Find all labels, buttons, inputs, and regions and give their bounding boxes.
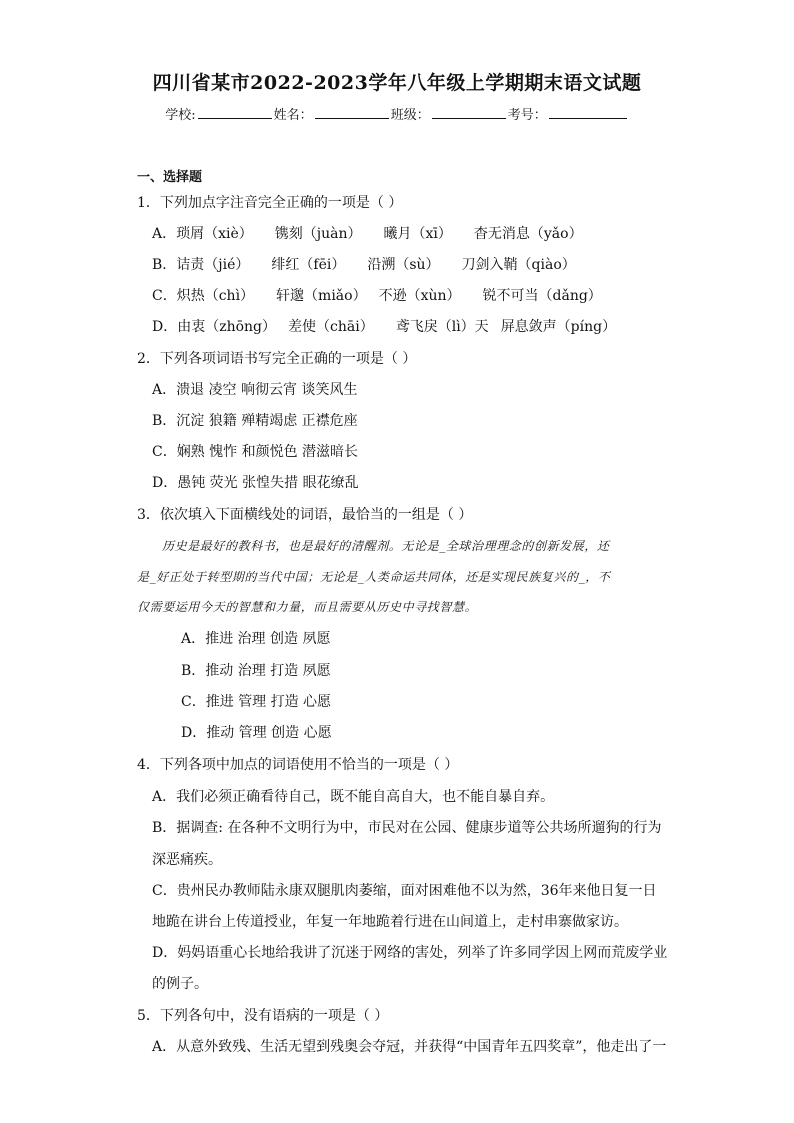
q3-passage-line-1: 历史是最好的教科书，也是最好的清醒剂。无论是_全球治理理念的创新发展，还 <box>162 539 610 553</box>
section-heading: 一、选择题 <box>137 170 203 185</box>
q3-option-a: A．推进 治理 创造 夙愿 <box>181 631 331 647</box>
name-label: 姓名： <box>273 108 313 123</box>
q2-option-b: B．沉淀 狼籍 殚精竭虑 正襟危座 <box>152 413 358 429</box>
q1-d-1: D．由衷（zhōng） <box>152 319 277 335</box>
q1-option-a <box>152 223 583 243</box>
q2-option-c: C．娴熟 愧怍 和颜悦色 潜滋暗长 <box>152 444 359 460</box>
q1-option-d <box>152 316 616 336</box>
q5-option-a-line-1: A．从意外致残、生活无望到残奥会夺冠，并获得“中国青年五四奖章”，他走出了一 <box>152 1039 667 1055</box>
school-label: 学校: <box>165 108 196 123</box>
q4-option-d-line-1: D．妈妈语重心长地给我讲了沉迷于网络的害处，列举了许多同学因上网而荒废学业 <box>152 945 668 961</box>
q2-option-a: A．溃退 凌空 响彻云宵 谈笑风生 <box>152 382 358 398</box>
q4-option-c-line-1: C．贵州民办教师陆永康双腿肌肉萎缩，面对困难他不以为然，36年来他日复一日 <box>152 883 657 899</box>
q1-d-3: 鸢飞戾（lì）天 <box>395 319 489 335</box>
q5-stem: 5．下列各句中，没有语病的一项是（ ） <box>137 1008 389 1024</box>
q1-a-1: A．琐屑（xiè） <box>152 226 253 242</box>
class-blank <box>432 106 506 119</box>
q1-a-3: 曦月（xī） <box>383 226 452 242</box>
q1-c-4: 锐不可当（dǎng） <box>482 288 602 304</box>
q1-a-2: 镌刻（juàn） <box>274 226 362 242</box>
q1-option-b <box>152 254 576 274</box>
q4-option-c-line-2: 地跪在讲台上传道授业，年复一年地跪着行进在山间道上，走村串寨做家访。 <box>152 914 628 930</box>
q1-c-2: 轩邈（miǎo） <box>276 288 367 304</box>
q3-stem: 3．依次填入下面横线处的词语，最恰当的一组是（ ） <box>137 507 473 523</box>
q1-b-1: B．诘责（jié） <box>152 257 250 273</box>
name-blank <box>315 106 389 119</box>
q1-b-4: 刀剑入鞘（qiào） <box>461 257 576 273</box>
q1-d-2: 差使（chāi） <box>288 319 374 335</box>
q4-option-d-line-2: 的例子。 <box>152 976 208 992</box>
class-label: 班级： <box>390 108 430 123</box>
q1-c-3: 不逊（xùn） <box>378 288 461 304</box>
exam-no-label: 考号： <box>507 108 547 123</box>
q1-c-1: C．炽热（chì） <box>152 288 255 304</box>
exam-no-blank <box>549 106 627 119</box>
school-blank <box>198 106 272 119</box>
q4-stem: 4．下列各项中加点的词语使用不恰当的一项是（ ） <box>137 757 459 773</box>
q3-option-c: C．推进 管理 打造 心愿 <box>181 694 332 710</box>
q4-option-b-line-2: 深恶痛疾。 <box>152 852 222 868</box>
q1-d-4: 屏息敛声（píng） <box>500 319 617 335</box>
q3-passage-line-2: 是_好正处于转型期的当代中国；无论是_人类命运共同体，还是实现民族复兴的_，不 <box>137 570 611 584</box>
q2-stem: 2．下列各项词语书写完全正确的一项是（ ） <box>137 351 417 367</box>
student-info-line <box>0 104 794 123</box>
q1-a-4: 杳无消息（yǎo） <box>473 226 583 242</box>
q4-option-b-line-1: B．据调查: 在各种不文明行为中，市民对在公园、健康步道等公共场所遛狗的行为 <box>152 820 662 836</box>
q3-passage-line-3: 仅需要运用今天的智慧和力量，而且需要从历史中寻找智慧。 <box>137 600 478 614</box>
q3-option-b: B．推动 治理 打造 夙愿 <box>181 663 331 679</box>
q1-b-3: 沿溯（sù） <box>367 257 440 273</box>
q1-stem: 1．下列加点字注音完全正确的一项是（ ） <box>137 195 403 211</box>
q2-option-d: D．愚钝 荧光 张惶失措 眼花缭乱 <box>152 475 359 491</box>
q3-option-d: D．推动 管理 创造 心愿 <box>181 725 332 741</box>
q1-b-2: 绯红（fēi） <box>271 257 346 273</box>
page-title: 四川省某市2022-2023学年八年级上学期期末语文试题 <box>152 72 642 94</box>
q1-option-c <box>152 285 602 305</box>
q4-option-a: A．我们必须正确看待自己，既不能自高自大，也不能自暴自弃。 <box>152 789 555 805</box>
